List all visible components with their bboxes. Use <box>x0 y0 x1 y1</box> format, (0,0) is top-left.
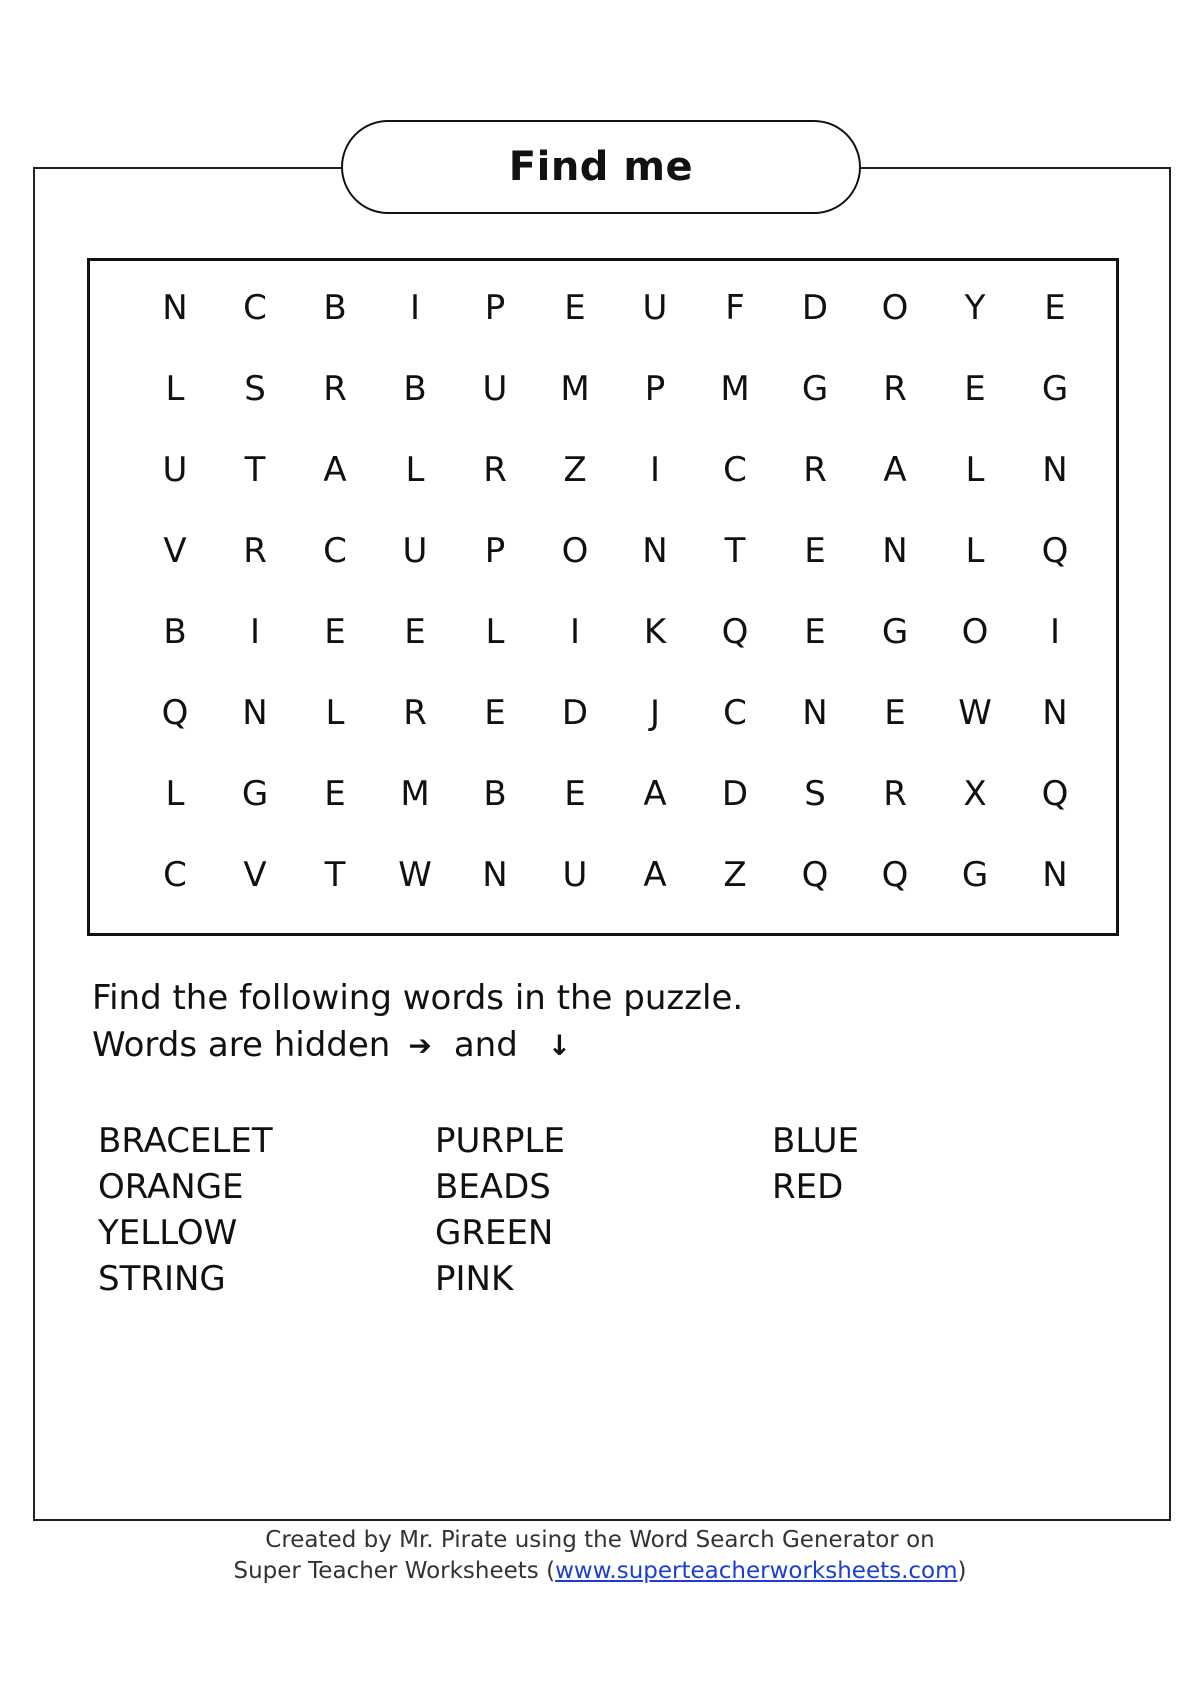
grid-cell: L <box>325 692 345 733</box>
instructions-and-text: and <box>453 1025 518 1065</box>
grid-cell: L <box>965 530 985 571</box>
grid-cell: Q <box>1041 773 1069 814</box>
instructions-line-1: Find the following words in the puzzle. <box>92 978 744 1018</box>
arrow-right-icon: ➔ <box>408 1028 432 1062</box>
instructions-hidden-text: Words are hidden <box>92 1025 391 1065</box>
grid-cell: T <box>244 449 266 490</box>
grid-cell: L <box>405 449 425 490</box>
footer-source-suffix: ) <box>957 1558 967 1584</box>
grid-cell: L <box>485 611 505 652</box>
grid-cell: E <box>404 611 426 652</box>
grid-cell: E <box>564 287 586 328</box>
grid-cell: L <box>965 449 985 490</box>
grid-cell: M <box>720 368 750 409</box>
page-title: Find me <box>508 144 694 190</box>
word-list-item: STRING <box>98 1259 226 1299</box>
grid-cell: R <box>883 773 907 814</box>
grid-cell: C <box>323 530 347 571</box>
word-list-column-1 <box>98 1118 273 1302</box>
grid-cell: N <box>162 287 188 328</box>
instructions-line-2 <box>92 1025 575 1065</box>
grid-cell: J <box>649 692 661 733</box>
footer-link[interactable]: www.superteacherworksheets.com <box>555 1558 958 1584</box>
grid-cell: D <box>561 692 589 733</box>
grid-cell: G <box>241 773 269 814</box>
word-list-item: BRACELET <box>98 1121 273 1161</box>
grid-cell: N <box>802 692 828 733</box>
grid-cell: E <box>564 773 586 814</box>
grid-cell: G <box>801 368 829 409</box>
grid-cell: Y <box>964 287 986 328</box>
grid-cell: G <box>881 611 909 652</box>
grid-cell: E <box>804 611 826 652</box>
grid-cell: E <box>804 530 826 571</box>
word-list-item: PINK <box>435 1259 514 1299</box>
grid-cell: L <box>165 368 185 409</box>
grid-cell: V <box>163 530 187 571</box>
grid-cell: I <box>249 611 261 652</box>
grid-cell: Q <box>881 854 909 895</box>
grid-cell: T <box>324 854 346 895</box>
grid-cell: R <box>883 368 907 409</box>
grid-cell: B <box>483 773 507 814</box>
grid-cell: N <box>1042 449 1068 490</box>
grid-cell: B <box>403 368 427 409</box>
grid-cell: Q <box>801 854 829 895</box>
grid-cell: P <box>644 368 666 409</box>
grid-cell: W <box>958 692 992 733</box>
grid-cell: Z <box>723 854 747 895</box>
grid-cell: N <box>1042 854 1068 895</box>
grid-cell: I <box>1049 611 1061 652</box>
grid-cell: N <box>882 530 908 571</box>
grid-cell: R <box>803 449 827 490</box>
grid-cell: U <box>642 287 668 328</box>
arrow-down-icon: ↓ <box>547 1028 572 1062</box>
grid-cell: E <box>484 692 506 733</box>
grid-cell: N <box>242 692 268 733</box>
word-list-item: YELLOW <box>98 1213 238 1253</box>
grid-cell: P <box>484 530 506 571</box>
title-banner <box>341 120 861 214</box>
grid-cell: M <box>400 773 430 814</box>
grid-cell: R <box>403 692 427 733</box>
grid-cell: S <box>804 773 826 814</box>
grid-cell: V <box>243 854 267 895</box>
grid-cell: E <box>1044 287 1066 328</box>
grid-cell: N <box>1042 692 1068 733</box>
grid-cell: A <box>643 773 667 814</box>
grid-cell: O <box>881 287 909 328</box>
word-list-item: GREEN <box>435 1213 554 1253</box>
grid-cell: C <box>163 854 187 895</box>
grid-cell: C <box>243 287 267 328</box>
grid-cell: X <box>963 773 987 814</box>
grid-cell: U <box>482 368 508 409</box>
grid-cell: E <box>884 692 906 733</box>
grid-cell: F <box>725 287 745 328</box>
grid-cell: I <box>409 287 421 328</box>
grid-cell: N <box>642 530 668 571</box>
grid-cell: C <box>723 449 747 490</box>
grid-cell: T <box>724 530 746 571</box>
grid-cell: Q <box>721 611 749 652</box>
grid-cell: D <box>801 287 829 328</box>
grid-cell: A <box>883 449 907 490</box>
grid-cell: U <box>562 854 588 895</box>
word-list-column-2 <box>435 1118 565 1302</box>
grid-cell: N <box>482 854 508 895</box>
grid-cell: S <box>244 368 266 409</box>
footer-credit: Created by Mr. Pirate using the Word Search Generator on <box>265 1527 935 1553</box>
grid-cell: G <box>1041 368 1069 409</box>
grid-cell: O <box>961 611 989 652</box>
grid-cell: E <box>324 611 346 652</box>
word-list-item: PURPLE <box>435 1121 565 1161</box>
footer-source-prefix: Super Teacher Worksheets ( <box>233 1558 556 1584</box>
word-list-item: BEADS <box>435 1167 551 1207</box>
grid-cell: O <box>561 530 589 571</box>
grid-cell: P <box>484 287 506 328</box>
grid-cell: Q <box>1041 530 1069 571</box>
grid-cell: I <box>569 611 581 652</box>
word-list-item: BLUE <box>772 1121 859 1161</box>
grid-cell: K <box>643 611 667 652</box>
grid-cell: E <box>964 368 986 409</box>
grid-cell: R <box>483 449 507 490</box>
grid-cell: B <box>323 287 347 328</box>
grid-cell: G <box>961 854 989 895</box>
footer-source <box>0 1558 1200 1584</box>
grid-cell: W <box>398 854 432 895</box>
grid-cell: D <box>721 773 749 814</box>
grid-cell: E <box>324 773 346 814</box>
grid-cell: A <box>643 854 667 895</box>
grid-cell: Q <box>161 692 189 733</box>
word-list-item: ORANGE <box>98 1167 244 1207</box>
grid-cell: B <box>163 611 187 652</box>
grid-cell: I <box>649 449 661 490</box>
puzzle-grid <box>135 267 1069 915</box>
grid-cell: U <box>162 449 188 490</box>
grid-cell: U <box>402 530 428 571</box>
grid-cell: Z <box>563 449 587 490</box>
grid-cell: C <box>723 692 747 733</box>
grid-cell: R <box>323 368 347 409</box>
word-list-column-3 <box>772 1118 859 1210</box>
grid-cell: L <box>165 773 185 814</box>
grid-cell: R <box>243 530 267 571</box>
word-list-item: RED <box>772 1167 844 1207</box>
grid-cell: A <box>323 449 347 490</box>
grid-cell: M <box>560 368 590 409</box>
